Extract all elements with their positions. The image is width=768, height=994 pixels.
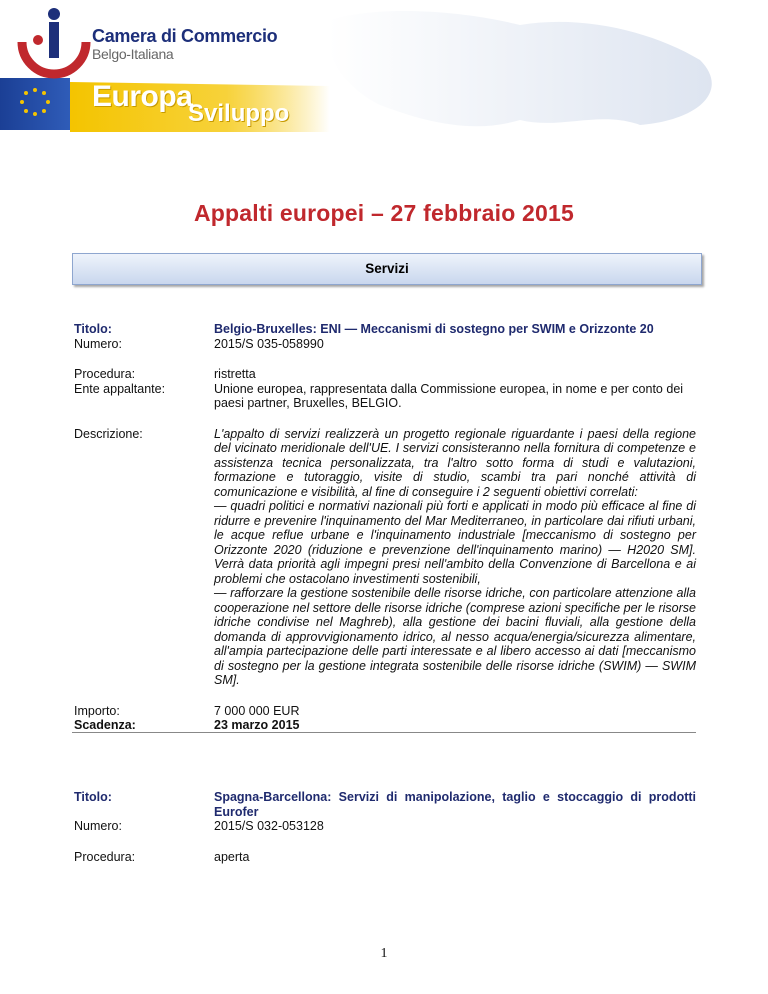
scadenza-label: Scadenza:	[74, 718, 136, 732]
brand-sviluppo: Sviluppo	[188, 100, 290, 127]
importo-value: 7 000 000 EUR	[214, 703, 300, 718]
titolo-value: Spagna-Barcellona: Servizi di manipolazione, taglio e stoccaggio di prodotti Eurofer	[214, 790, 696, 819]
descrizione-p1: L'appalto di servizi realizzerà un progetto regionale riguardante i paesi della regione del vicinato meridionale dell'UE. I servizi consisteranno nella fornitura di competenze e assistenza tecnica personalizzata, tra l'altro sotto forma di studi e valutazioni, formazione e tutoraggio, visite di studio, scambi tra pari nonché attività di comunicazione e visibilità, al fine di conseguire i 2 seguenti obiettivi correlati:	[214, 426, 696, 499]
eu-flag-icon	[0, 78, 70, 130]
descrizione-value	[214, 427, 696, 688]
scadenza-value: 23 marzo 2015	[214, 718, 300, 732]
importo-label: Importo:	[74, 703, 120, 718]
titolo-label: Titolo:	[74, 790, 112, 804]
divider	[72, 732, 696, 733]
tender-entry-2	[74, 790, 696, 880]
descrizione-label: Descrizione:	[74, 426, 143, 441]
tender-entry-1	[74, 322, 696, 749]
titolo-label: Titolo:	[74, 322, 112, 336]
org-subtitle: Belgo-Italiana	[92, 46, 174, 62]
ente-label: Ente appaltante:	[74, 381, 166, 396]
org-name: Camera di Commercio	[92, 26, 278, 46]
numero-label: Numero:	[74, 336, 122, 351]
procedura-value: ristretta	[214, 367, 256, 381]
brand-europa: Europa	[92, 80, 193, 113]
numero-value: 2015/S 032-053128	[214, 819, 324, 833]
page-number: 1	[380, 946, 388, 961]
europe-map-shape	[328, 11, 712, 126]
ente-value: Unione europea, rappresentata dalla Commissione europea, in nome e per conto dei paesi partner, Bruxelles, BELGIO.	[214, 381, 684, 410]
page-title: Appalti europei – 27 febbraio 2015	[193, 200, 575, 226]
titolo-value: Belgio-Bruxelles: ENI — Meccanismi di sostegno per SWIM e Orizzonte 20	[214, 322, 654, 336]
procedura-label: Procedura:	[74, 849, 136, 864]
chamber-logo-icon	[22, 8, 86, 74]
numero-value: 2015/S 035-058990	[214, 336, 324, 351]
descrizione-p2: — quadri politici e normativi nazionali più forti e applicati in modo più efficace al fine di ridurre e prevenire l'inquinamento del Mar Mediterraneo, in particolare dai rifiuti urbani, le acque reflue urbane e l'inquinamento industriale [meccanismo di sostegno per Orizzonte 2020 (riduzione e prevenzione dell'inquinamento marino) — H2020 SM]. Verrà data priorità agli impegni presi nell'ambito della Convenzione di Barcellona e ai problemi che ostacolano investimenti sostenibili,	[214, 499, 696, 586]
numero-label: Numero:	[74, 819, 122, 833]
procedura-value: aperta	[214, 849, 250, 864]
header-banner	[0, 0, 768, 150]
banner-graphic	[0, 0, 768, 150]
descrizione-p3: — rafforzare la gestione sostenibile delle risorse idriche, con particolare attenzione alla cooperazione nel settore delle risorse idriche (comprese azioni specifiche per le risorse idriche condivise nel Maghreb), alla gestione dei bacini fluviali, alla gestione della domanda di approvvigionamento idrico, al nesso acqua/energia/sicurezza alimentare, all'ampia partecipazione delle parti interessate e al libero accesso ai dati [meccanismo di sostegno per la gestione integrata sostenibile delle risorse idriche (SWIM) — SWIM SM].	[214, 586, 696, 687]
section-header-servizi: Servizi	[72, 253, 702, 285]
procedura-label: Procedura:	[74, 367, 136, 381]
